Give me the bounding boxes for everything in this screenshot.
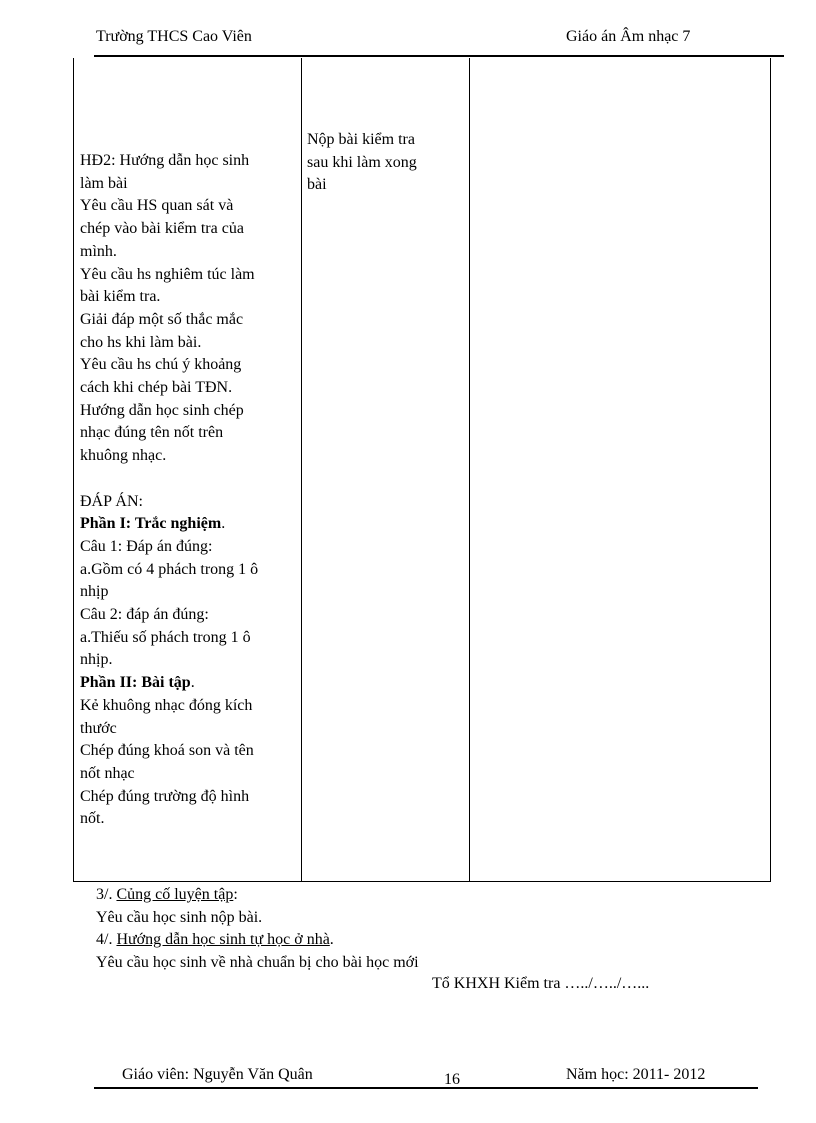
page-number: 16 [444,1071,460,1088]
column-divider-2 [469,58,470,881]
part1-heading: Phần I: Trắc nghiệm. [80,515,226,533]
text-line: cho hs khi làm bài. [80,333,202,351]
text-line: Nộp bài kiểm tra [307,131,415,148]
text-line: nốt. [80,810,105,828]
text-line: Chép đúng khoá son và tên [80,742,254,760]
text-line: sau khi làm xong [307,153,417,171]
footer-divider [94,1087,758,1089]
text-line: Câu 2: đáp án đúng: [80,606,209,624]
student-activity-cell [307,129,457,197]
footer-school-year: Năm học: 2011- 2012 [566,1066,706,1083]
column-divider-1 [301,58,302,881]
text-line: nốt nhạc [80,764,135,782]
section4-text: Yêu cầu học sinh về nhà chuẩn bị cho bài học mới [96,953,419,971]
review-signoff: Tổ KHXH Kiểm tra …../…../…... [432,975,650,992]
section3-heading: 3/. Củng cố luyện tập: [96,886,238,903]
text-line: chép vào bài kiểm tra của [80,220,244,238]
text-line: a.Thiếu số phách trong 1 ô [80,628,251,646]
text-line: mình. [80,242,117,260]
section3-text: Yêu cầu học sinh nộp bài. [96,908,263,926]
part2-heading: Phần II: Bài tập. [80,674,195,692]
text-line: nhịp. [80,651,113,669]
text-line: Giải đáp một số thắc mắc [80,310,244,328]
text-line: Yêu cầu hs chú ý khoảng [80,356,242,374]
text-line: Chép đúng trường độ hình [80,787,250,805]
text-line: Câu 1: Đáp án đúng: [80,537,213,555]
text-line: Yêu cầu hs nghiêm túc làm [80,265,255,283]
text-line: cách khi chép bài TĐN. [80,379,233,397]
text-line: Kẻ khuông nhạc đóng kích [80,696,253,714]
text-line: HĐ2: Hướng dẫn học sinh [80,152,250,169]
text-line: Hướng dẫn học sinh chép [80,401,244,419]
text-line: thước [80,719,117,737]
text-line: Yêu cầu HS quan sát và [80,197,234,215]
text-line: nhạc đúng tên nốt trên [80,424,224,442]
closing-sections [96,884,716,974]
header-divider [94,55,784,57]
text-line: bài [307,176,327,194]
text-line: làm bài [80,174,128,192]
text-line: a.Gồm có 4 phách trong 1 ô [80,560,259,578]
section4-heading: 4/. Hướng dẫn học sinh tự học ở nhà. [96,931,334,948]
text-line: nhịp [80,583,109,601]
answer-key-title: ĐÁP ÁN: [80,492,143,510]
teacher-activity-cell [80,150,295,831]
header-subject: Giáo án Âm nhạc 7 [566,28,691,45]
lesson-table [73,58,771,882]
header-school: Trường THCS Cao Viên [96,28,252,45]
text-line: bài kiểm tra. [80,288,161,306]
footer-teacher: Giáo viên: Nguyễn Văn Quân [122,1066,313,1083]
text-line: khuông nhạc. [80,447,167,465]
